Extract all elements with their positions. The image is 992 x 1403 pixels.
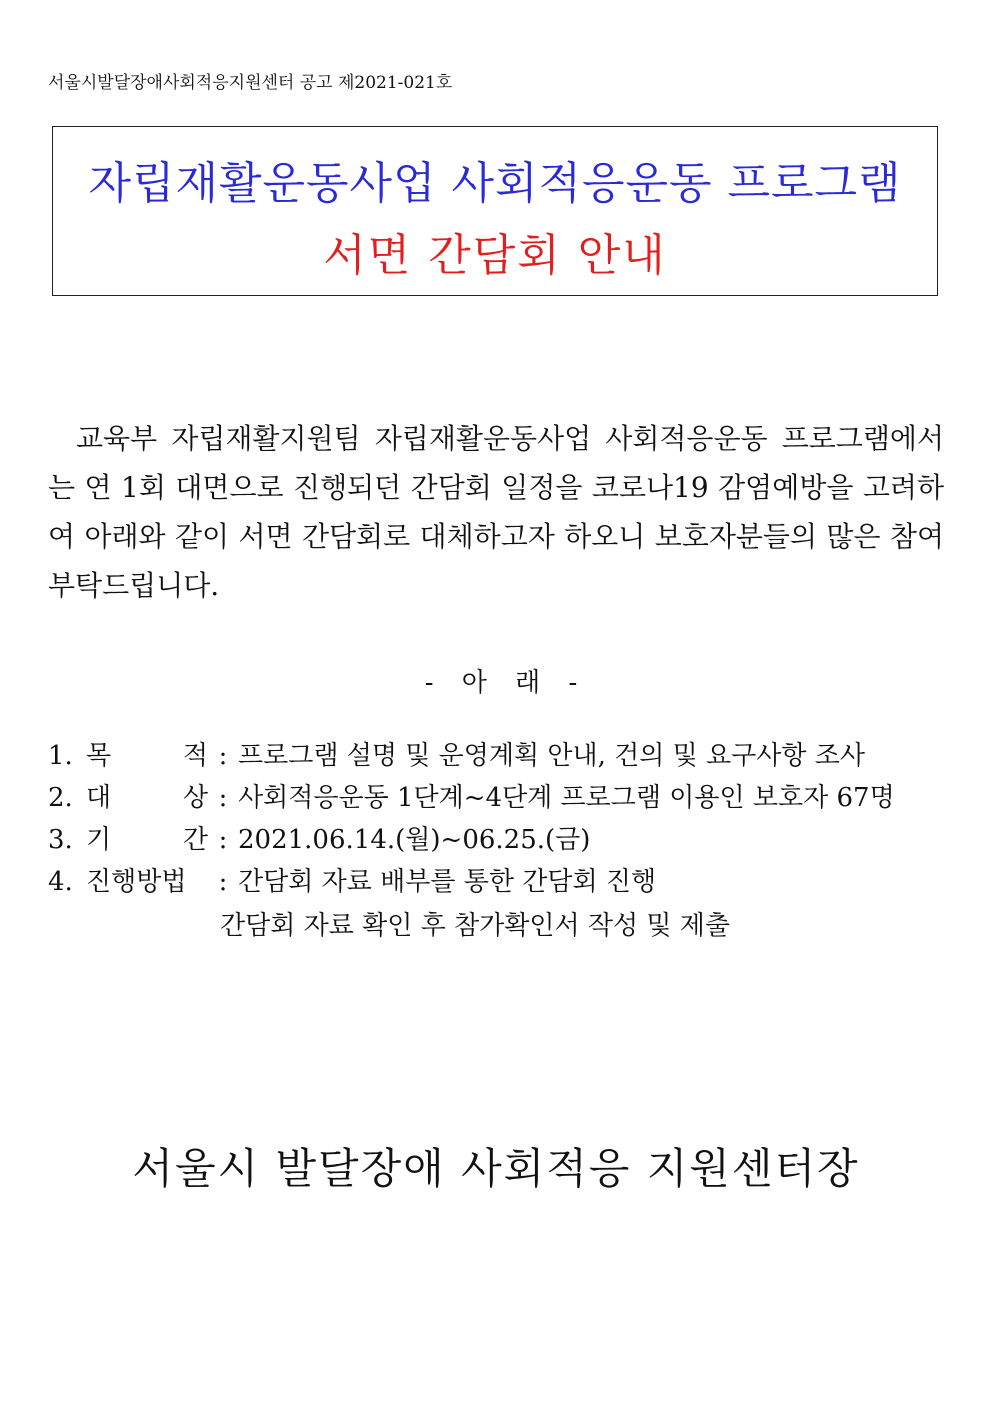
document-subtitle: 서면 간담회 안내	[323, 230, 667, 281]
title-box	[52, 126, 938, 296]
item-label	[86, 861, 208, 903]
item-label-char: 적	[182, 741, 208, 771]
item-label	[86, 735, 208, 777]
detail-item-purpose	[48, 735, 948, 777]
detail-item-target	[48, 777, 948, 819]
detail-item-method	[48, 861, 948, 903]
item-value: 2021.06.14.(월)~06.25.(금)	[238, 825, 591, 855]
item-label-char: 간	[182, 825, 208, 855]
detail-item-method-continuation: 간담회 자료 확인 후 참가확인서 작성 및 제출	[220, 911, 730, 941]
document-title: 자립재활운동사업 사회적응운동 프로그램	[88, 158, 902, 209]
item-label	[86, 777, 208, 819]
notice-number: 서울시발달장애사회적응지원센터 공고 제2021-021호	[48, 73, 453, 93]
item-colon: :	[218, 825, 228, 855]
item-value: 사회적응운동 1단계~4단계 프로그램 이용인 보호자 67명	[238, 783, 895, 813]
detail-item-period	[48, 819, 948, 861]
item-number: 1.	[48, 741, 73, 771]
arae-heading: - 아 래 -	[424, 668, 588, 698]
details-list	[48, 735, 948, 949]
item-label	[86, 819, 208, 861]
item-label-char: 진행방법	[86, 867, 187, 897]
intro-paragraph: 교육부 자립재활지원팀 자립재활운동사업 사회적응운동 프로그램에서는 연 1회 대면으로 진행되던 간담회 일정을 코로나19 감염예방을 고려하여 아래와 같이 서면 간담회로 대체하고자 하오니 보호자분들의 많은 참여 부탁드립니다.	[48, 422, 944, 602]
signature: 서울시 발달장애 사회적응 지원센터장	[132, 1144, 860, 1193]
item-label-char: 상	[182, 783, 208, 813]
item-number: 4.	[48, 867, 73, 897]
item-value: 프로그램 설명 및 운영계획 안내, 건의 및 요구사항 조사	[238, 741, 865, 771]
item-label-char: 목	[86, 741, 112, 771]
item-label-char: 대	[86, 783, 112, 813]
item-number: 3.	[48, 825, 73, 855]
item-colon: :	[218, 783, 228, 813]
item-colon: :	[218, 867, 228, 897]
item-label-char: 기	[86, 825, 112, 855]
item-colon: :	[218, 741, 228, 771]
item-number: 2.	[48, 783, 73, 813]
item-value: 간담회 자료 배부를 통한 간담회 진행	[238, 867, 657, 897]
